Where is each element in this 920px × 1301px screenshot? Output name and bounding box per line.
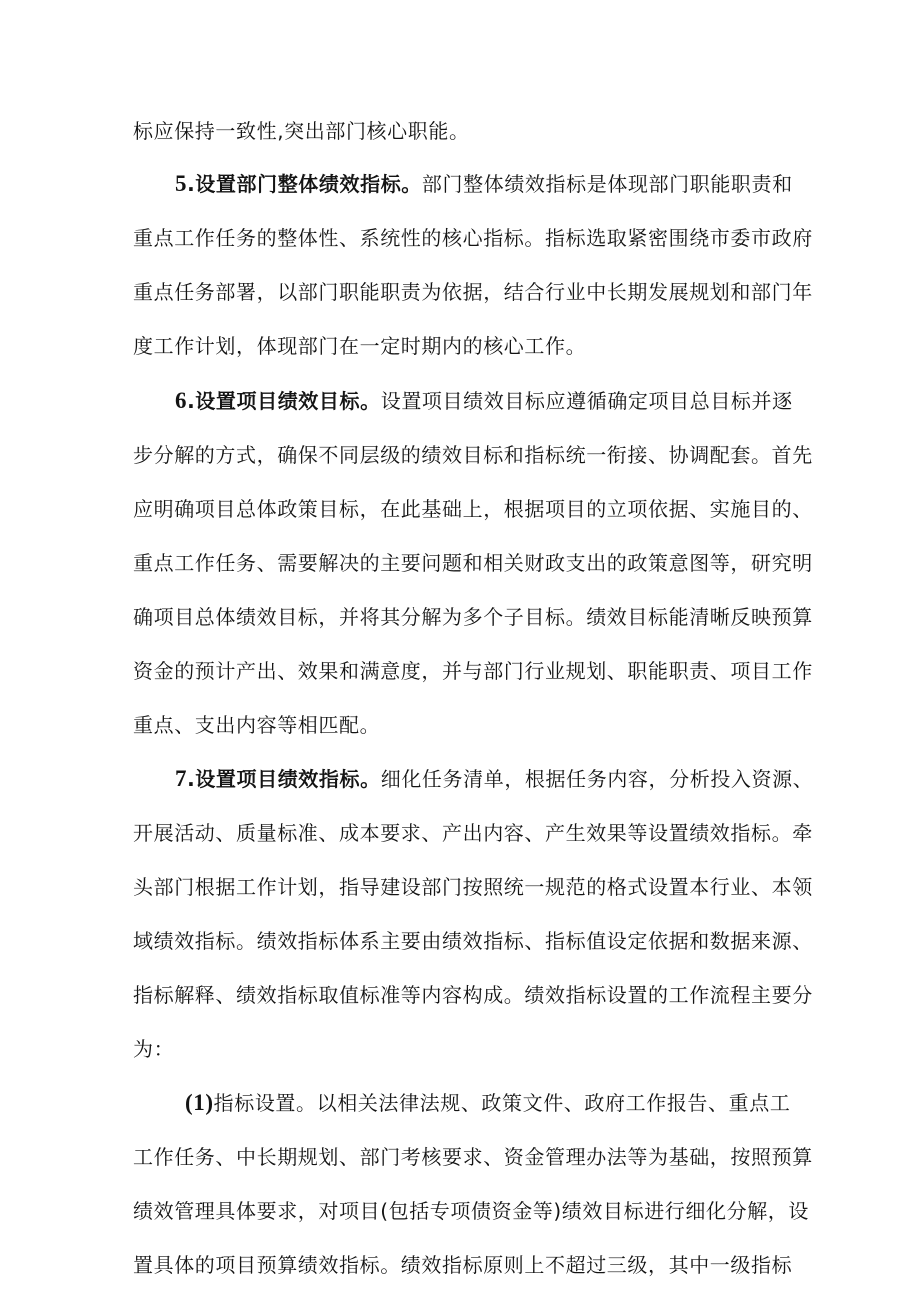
text-line: 标应保持一致性,突出部门核心职能。 [133,119,470,143]
text-line: 步分解的方式，确保不同层级的绩效目标和指标统一衔接、协调配套。首先 [133,443,813,467]
item-5-line [175,172,793,196]
text-line: 应明确项目总体政策目标，在此基础上，根据项目的立项依据、实施目的、 [133,497,813,521]
item-6-number: 6 [175,388,188,413]
text-line: 确项目总体绩效目标，并将其分解为多个子目标。绩效目标能清晰反映预算 [133,605,813,629]
text-line: 绩效管理具体要求，对项目(包括专项债资金等)绩效目标进行细化分解，设 [133,1199,810,1223]
sub-item-1-number: (1) [185,1090,214,1115]
text-line: 工作任务、中长期规划、部门考核要求、资金管理办法等为基础，按照预算 [133,1145,813,1169]
item-7-text: 细化任务清单，根据任务内容，分析投入资源、 [380,767,814,791]
item-5-heading: .设置部门整体绩效指标。 [187,172,422,196]
text-line: 资金的预计产出、效果和满意度，并与部门行业规划、职能职责、项目工作 [133,659,813,683]
item-5-number: 5 [175,171,188,196]
item-6-heading: .设置项目绩效目标。 [187,389,381,413]
text-line: 度工作计划，体现部门在一定时期内的核心工作。 [133,334,587,358]
text-line: 重点、支出内容等相匹配。 [133,713,381,737]
item-6-text: 设置项目绩效目标应遵循确定项目总目标并逐 [380,389,793,413]
item-7-heading: .设置项目绩效指标。 [187,767,381,791]
text-line: 指标解释、绩效指标取值标准等内容构成。绩效指标设置的工作流程主要分 [133,983,813,1007]
text-line: 头部门根据工作计划，指导建设部门按照统一规范的格式设置本行业、本领 [133,875,813,899]
sub-item-1-line [185,1091,790,1115]
item-5-text: 部门整体绩效指标是体现部门职能职责和 [421,172,793,196]
text-line: 开展活动、质量标准、成本要求、产出内容、产生效果等设置绩效指标。牵 [133,821,813,845]
text-line: 重点任务部署，以部门职能职责为依据，结合行业中长期发展规划和部门年 [133,280,813,304]
text-line: 为： [133,1037,175,1061]
text-line: 重点工作任务、需要解决的主要问题和相关财政支出的政策意图等，研究明 [133,551,813,575]
text-line: 置具体的项目预算绩效指标。绩效指标原则上不超过三级，其中一级指标 [133,1253,793,1277]
item-7-line [175,767,813,791]
sub-item-1-text: 指标设置。以相关法律法规、政策文件、政府工作报告、重点工 [213,1091,791,1115]
item-6-line [175,389,793,413]
text-line: 域绩效指标。绩效指标体系主要由绩效指标、指标值设定依据和数据来源、 [133,929,813,953]
text-line: 重点工作任务的整体性、系统性的核心指标。指标选取紧密围绕市委市政府 [133,226,813,250]
item-7-number: 7 [175,766,188,791]
